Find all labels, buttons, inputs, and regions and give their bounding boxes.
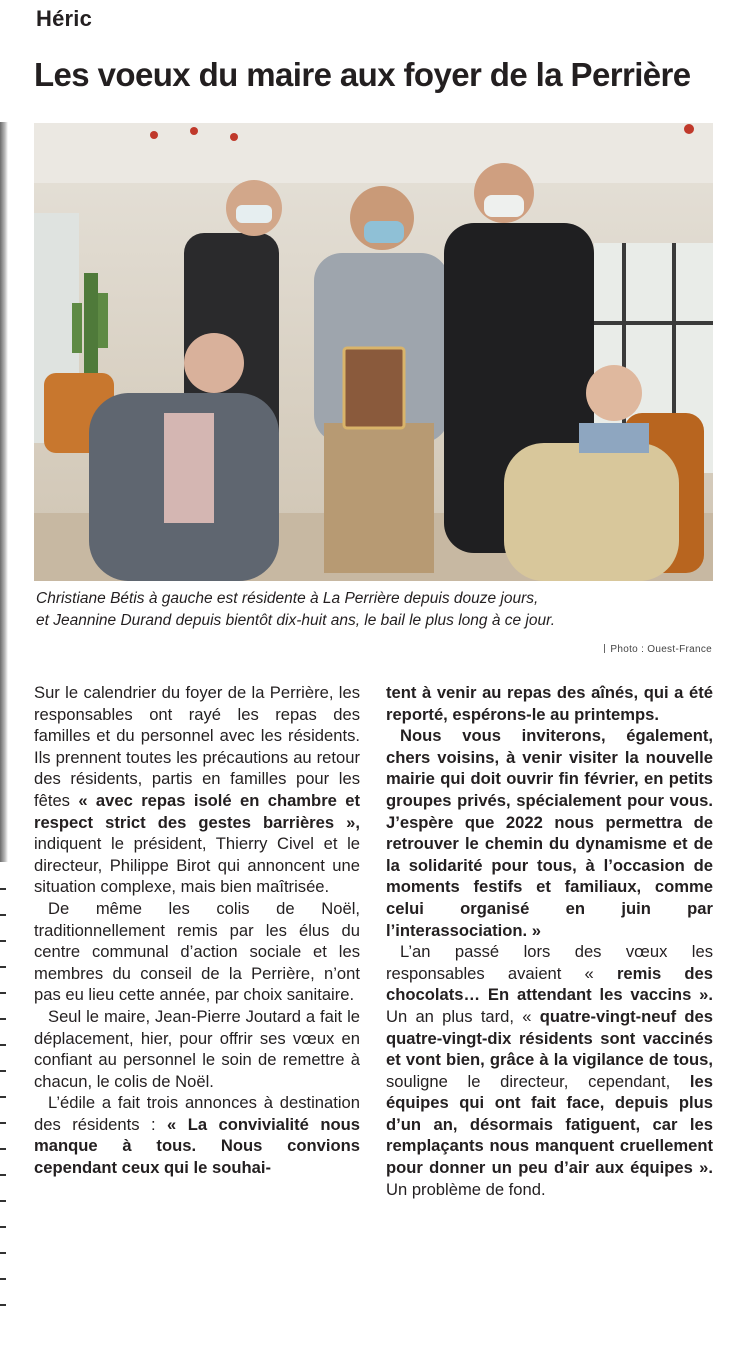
paragraph: L’édile a fait trois annonces à destination des résidents : « La convivialité nous manque à tous. Nous convions cependant ceux qui le souhai-	[34, 1093, 360, 1178]
paragraph: Seul le maire, Jean-Pierre Joutard a fait le déplacement, hier, pour offrir ses vœux en confiant au personnel le soin de remettre à chacun, le colis de Noël.	[34, 1006, 360, 1091]
adjacent-photo-edge	[0, 122, 8, 862]
photo-credit	[604, 644, 712, 655]
article-column-1	[34, 682, 360, 1179]
photo-group-icon	[34, 123, 713, 581]
adjacent-column-edge	[0, 880, 8, 1327]
paragraph: L’an passé lors des vœux les responsables avaient « remis des chocolats… En attendant les vaccins ». Un an plus tard, « quatre-vingt-neuf des quatre-vingt-dix résidents sont vaccinés et vont bien, grâce à la vigilance de tous, souligne le directeur, cependant, les équipes qui ont fait face, depuis plus d’un an, désormais fatiguent, car les remplaçants nous manquent cruellement pour donner un peu d’air aux équipes ». Un problème de fond.	[386, 942, 713, 1199]
caption-line: Christiane Bétis à gauche est résidente à La Perrière depuis douze jours,	[36, 590, 539, 607]
section-rubric: Héric	[36, 6, 93, 31]
paragraph: Nous vous inviterons, également, chers voisins, à venir visiter la nouvelle mairie qui doit ouvrir fin février, en petits groupes privés, spécialement pour vous. J’espère que 2022 nous permettra de retrouver le chemin du dynamisme et de la solidarité pour tous, à l’occasion de moments festifs et familiaux, comme celui organisé en juin par l’interassociation. »	[386, 726, 713, 940]
credit-divider	[604, 644, 605, 653]
paragraph: De même les colis de Noël, traditionnellement remis par les élus du centre communal d’action sociale et les membres du conseil de la Perrière, n’ont pas eu lieu cette année, par choix sanitaire.	[34, 898, 360, 1005]
paragraph: Sur le calendrier du foyer de la Perrière, les responsables ont rayé les repas des familles et du personnel avec les résidents. Ils prennent toutes les précautions au retour des résidents, partis en familles pour les fêtes « avec repas isolé en chambre et respect strict des gestes barrières », indiquent le président, Thierry Civel et le directeur, Philippe Birot qui annoncent une situation complexe, mais bien maîtrisée.	[34, 683, 360, 897]
article-photo	[34, 123, 713, 581]
credit-text: Photo : Ouest-France	[610, 644, 712, 655]
paragraph: tent à venir au repas des aînés, qui a été reporté, espérons-le au printemps.	[386, 683, 713, 724]
caption-line: et Jeannine Durand depuis bientôt dix-huit ans, le bail le plus long à ce jour.	[36, 612, 556, 629]
photo-caption	[36, 588, 716, 632]
article-column-2	[386, 682, 713, 1200]
article-headline: Les voeux du maire aux foyer de la Perrière	[34, 56, 691, 93]
